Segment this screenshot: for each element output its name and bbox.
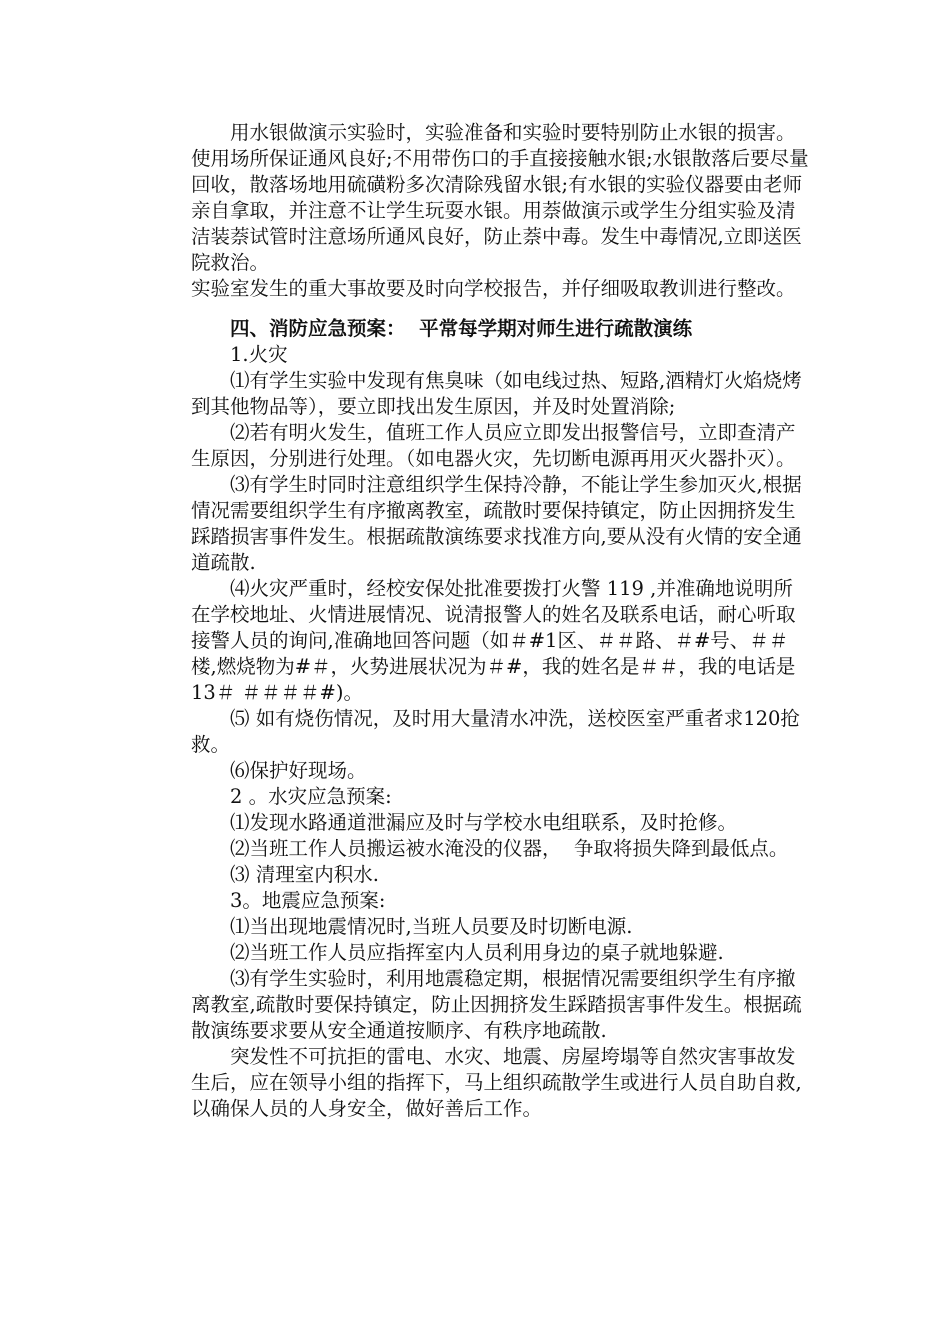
list-item-fire-1: ⑴有学生实验中发现有焦臭味（如电线过热、短路,酒精灯火焰烧烤到其他物品等），要立即找出发生原因，并及时处置消除;	[191, 369, 802, 418]
list-item-fire-6: ⑹保护好现场。	[230, 759, 367, 782]
list-item-earthquake-3: ⑶有学生实验时，利用地震稳定期，根据情况需要组织学生有序撤离教室,疏散时要保持镇定，防止因拥挤发生踩踏损害事件发生。根据疏散演练要求要从安全通道按顺序、有秩序地疏散.	[191, 967, 802, 1042]
list-item-earthquake-2: ⑵当班工作人员应指挥室内人员利用身边的桌子就地躲避.	[230, 941, 724, 964]
subheading-fire: 1.火灾	[230, 343, 288, 366]
paragraph-accident-report: 实验室发生的重大事故要及时向学校报告，并仔细吸取教训进行整改。	[191, 277, 796, 300]
list-item-fire-3: ⑶有学生时同时注意组织学生保持冷静，不能让学生参加灭火,根据情况需要组织学生有序撤离教室，疏散时要保持镇定，防止因拥挤发生踩踏损害事件发生。根据疏散演练要求找准方向,要从没有火情的安全通道疏散.	[191, 473, 802, 574]
paragraph-mercury-safety: 用水银做演示实验时，实验准备和实验时要特别防止水银的损害。使用场所保证通风良好;不用带伤口的手直接接触水银;水银散落后要尽量回收，散落场地用硫磺粉多次清除残留水银;有水银的实验仪器要由老师亲自拿取，并注意不让学生玩耍水银。用萘做演示或学生分组实验及清洁装萘试管时注意场所通风良好，防止萘中毒。发生中毒情况,立即送医院救治。	[191, 121, 809, 274]
list-item-flood-3: ⑶ 清理室内积水.	[230, 863, 379, 886]
document-body	[191, 120, 811, 1122]
list-item-fire-5: ⑸ 如有烧伤情况，及时用大量清水冲洗，送校医室严重者求120抢救。	[191, 707, 800, 756]
paragraph-natural-disaster: 突发性不可抗拒的雷电、水灾、地震、房屋垮塌等自然灾害事故发生后，应在领导小组的指挥下，马上组织疏散学生或进行人员自助自救,以确保人员的人身安全，做好善后工作。	[191, 1045, 802, 1120]
subheading-flood: 2 。水灾应急预案:	[230, 785, 392, 808]
section-heading-fire-plan: 四、消防应急预案： 平常每学期对师生进行疏散演练	[230, 317, 693, 340]
list-item-flood-1: ⑴发现水路通道泄漏应及时与学校水电组联系，及时抢修。	[230, 811, 738, 834]
list-item-fire-2: ⑵若有明火发生，值班工作人员应立即发出报警信号，立即查清产生原因，分别进行处理。（如电器火灾，先切断电源再用灭火器扑灭）。	[191, 421, 796, 470]
list-item-fire-4: ⑷火灾严重时，经校安保处批准要拨打火警 119 ,并准确地说明所在学校地址、火情进展情况、说清报警人的姓名及联系电话，耐心听取接警人员的询问,准确地回答问题（如＃#1区、＃＃路、＃#号、＃＃楼,燃烧物为#＃，火势进展状况为＃#，我的姓名是＃＃，我的电话是 13＃ ＃＃＃＃#)。	[191, 577, 802, 704]
list-item-flood-2: ⑵当班工作人员搬运被水淹没的仪器， 争取将损失降到最低点。	[230, 837, 789, 860]
list-item-earthquake-1: ⑴当出现地震情况时,当班人员要及时切断电源.	[230, 915, 633, 938]
subheading-earthquake: 3。地震应急预案:	[230, 889, 386, 912]
